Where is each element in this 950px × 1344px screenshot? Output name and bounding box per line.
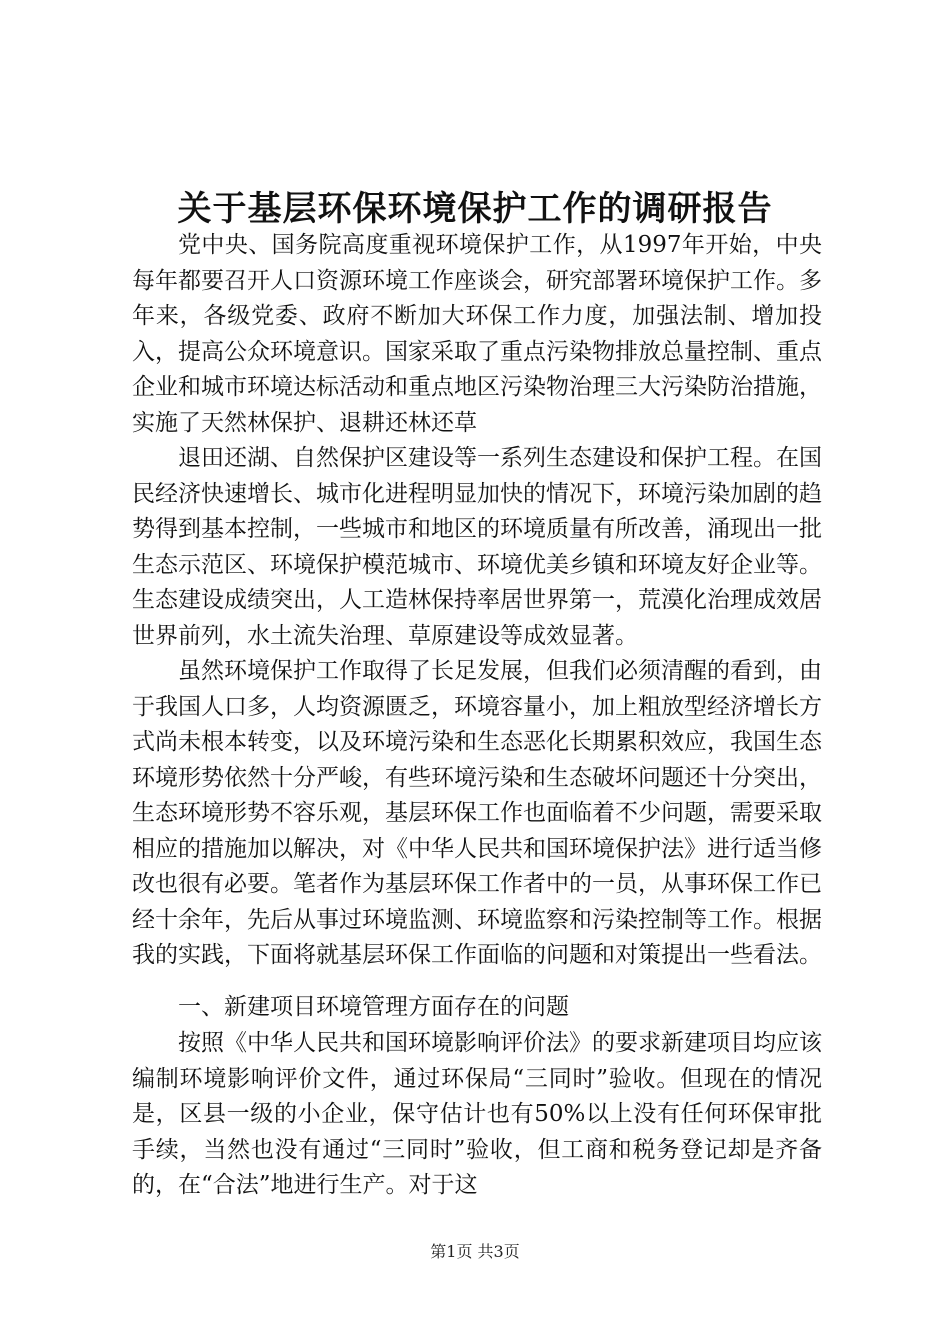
paragraph-2: 退田还湖、自然保护区建设等一系列生态建设和保护工程。在国民经济快速增长、城市化进程明显加快的情况下，环境污染加剧的趋势得到基本控制，一些城市和地区的环境质量有所改善，涌现出一批生态示范区、环境保护模范城市、环境优美乡镇和环境友好企业等。生态建设成绩突出，人工造林保持率居世界第一，荒漠化治理成效居世界前列，水土流失治理、草原建设等成效显著。	[132, 445, 822, 649]
section-paragraph: 按照《中华人民共和国环境影响评价法》的要求新建项目均应该编制环境影响评价文件，通过环保局“三同时”验收。但现在的情况是，区县一级的小企业，保守估计也有50%以上没有任何环保审批手续，当然也没有通过“三同时”验收，但工商和税务登记却是齐备的，在“合法”地进行生产。对于这	[132, 1030, 822, 1198]
paragraph-1: 党中央、国务院高度重视环境保护工作，从1997年开始，中央每年都要召开人口资源环境工作座谈会，研究部署环境保护工作。多年来，各级党委、政府不断加大环保工作力度，加强法制、增加投入，提高公众环境意识。国家采取了重点污染物排放总量控制、重点企业和城市环境达标活动和重点地区污染物治理三大污染防治措施，实施了天然林保护、退耕还林还草	[132, 232, 822, 436]
section-body	[132, 1026, 822, 1204]
intro-section	[132, 228, 822, 974]
section-heading: 一、新建项目环境管理方面存在的问题	[178, 994, 569, 1020]
paragraph-3: 虽然环境保护工作取得了长足发展，但我们必须清醒的看到，由于我国人口多，人均资源匮乏，环境容量小，加上粗放型经济增长方式尚未根本转变，以及环境污染和生态恶化长期累积效应，我国生态环境形势依然十分严峻，有些环境污染和生态破坏问题还十分突出，生态环境形势不容乐观，基层环保工作也面临着不少问题，需要采取相应的措施加以解决，对《中华人民共和国环境保护法》进行适当修改也很有必要。笔者作为基层环保工作者中的一员，从事环保工作已经十余年，先后从事过环境监测、环境监察和污染控制等工作。根据我的实践，下面将就基层环保工作面临的问题和对策提出一些看法。	[132, 658, 822, 968]
document-title: 关于基层环保环境保护工作的调研报告	[177, 189, 773, 229]
page-footer: 第1页 共3页	[430, 1242, 520, 1261]
